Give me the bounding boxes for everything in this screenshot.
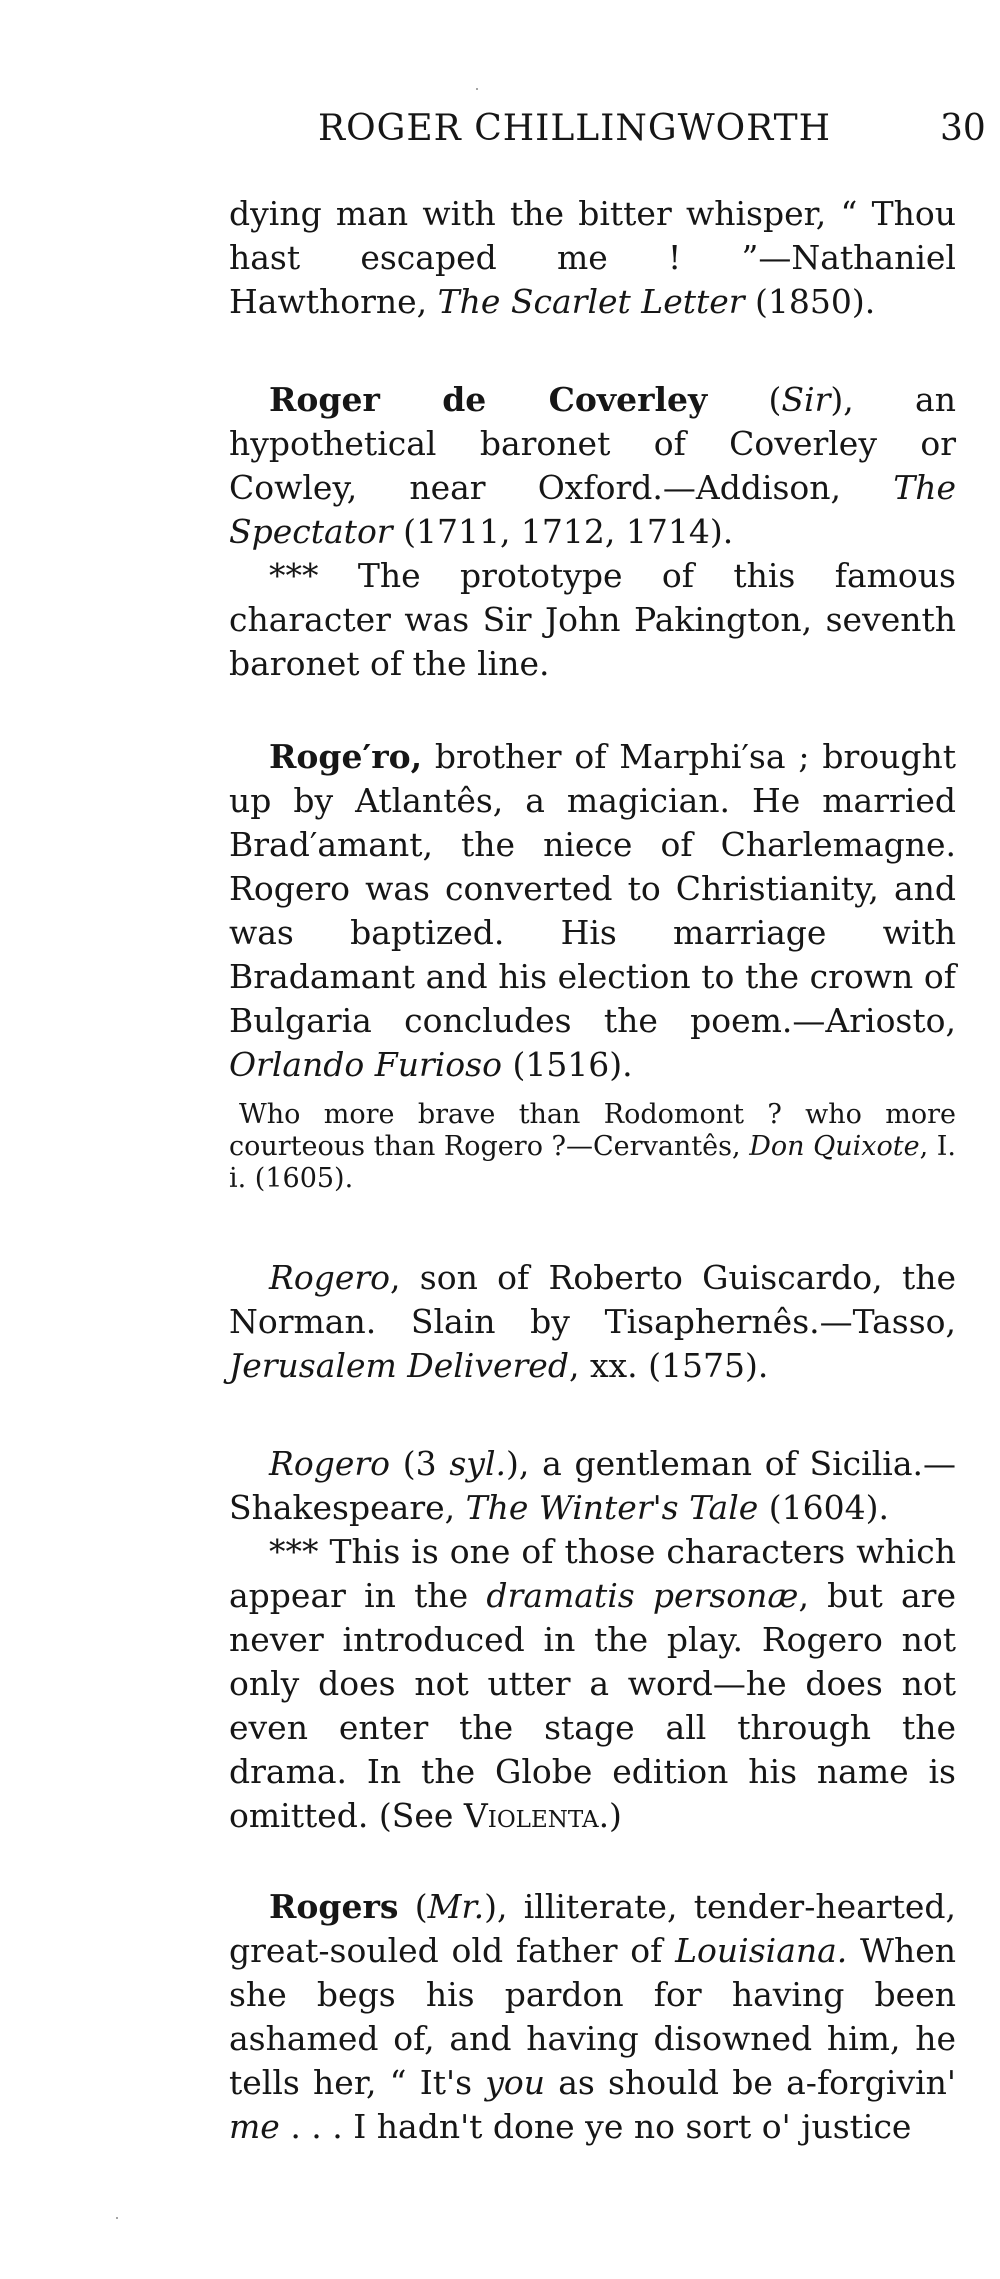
scan-speck <box>116 2217 118 2219</box>
entry-roger-de-coverley: Roger de Coverley (Sir), an hypothetical baronet of Coverley or Cowley, near Oxford.—Addison, The Spectator (1711, 1712, 1714). *** The prototype of this famous character was Sir John Pakington, seventh baronet of the line. <box>229 378 956 686</box>
entry-note: *** The prototype of this famous character was Sir John Pakington, seventh baronet of the line. <box>229 556 956 683</box>
entry-quotation: Who more brave than Rodomont ? who more courteous than Rogero ?—Cervantês, Don Quixote, I. i. (1605). <box>229 1099 956 1194</box>
scan-speck <box>476 88 478 90</box>
work-title: Jerusalem Delivered <box>229 1346 569 1385</box>
entry-headword: Rogero <box>269 1258 391 1297</box>
work-title: The Spectator <box>229 468 956 551</box>
entry-headword: Rogero <box>269 1444 391 1483</box>
entry-rogero-son: Rogero, son of Roberto Guiscardo, the Norman. Slain by Tisaphernês.—Tasso, Jerusalem Delivered, xx. (1575). <box>229 1258 956 1385</box>
work-title: Orlando Furioso <box>229 1045 502 1084</box>
entry-rogero: Roge′ro, brother of Marphi′sa ; brought up by Atlantês, a magician. He married Brad′amant, the niece of Charlemagne. Rogero was converted to Christianity, and was baptized. His marriage with Bradamant and his election to the crown of Bulgaria concludes the poem.—Ariosto, Orlando Furioso (1516). Who more brave than Rodomont ? who more courteous than Rogero ?—Cervantês, Don Quixote, I. i. (1605). <box>229 737 956 1194</box>
running-header: ROGER CHILLINGWORTH <box>318 108 832 149</box>
work-title: The Winter's Tale <box>465 1488 759 1527</box>
continuation-text: (1850). <box>744 282 876 321</box>
continuation-text: dying man with the bitter whisper, “ Thou hast escaped me ! ”—Nathaniel Hawthorne, <box>229 194 956 321</box>
entry-headword: Roge′ro, <box>269 737 423 776</box>
work-title: The Scarlet Letter <box>437 282 745 321</box>
entry-headword: Rogers <box>269 1887 399 1926</box>
entry-note: *** This is one of those characters which appear in the dramatis personæ, but are never introduced in the play. Rogero not only does not utter a word—he does not even enter the stage all through the drama. In the Globe edition his name is omitted. (See Violenta.) <box>229 1532 956 1835</box>
entry-headword: Roger de Coverley <box>269 380 708 419</box>
entry-rogero-sicilia: Rogero (3 syl.), a gentleman of Sicilia.—Shakespeare, The Winter's Tale (1604). *** This is one of those characters which appear in the dramatis personæ, but are never introduced in the play. Rogero not only does not utter a word—he does not even enter the stage all through the drama. In the Globe edition his name is omitted. (See Violenta.) <box>229 1442 956 1838</box>
entry-continuation <box>229 192 956 324</box>
cross-reference: Violenta <box>463 1796 599 1835</box>
page-number: 30 <box>940 108 986 149</box>
entry-rogers: Rogers (Mr.), illiterate, tender-hearted, great-souled old father of Louisiana. When she begs his pardon for having been ashamed of, and having disowned him, he tells her, “ It's you as should be a-forgivin' me . . . I hadn't done ye no sort o' justice <box>229 1887 957 2146</box>
